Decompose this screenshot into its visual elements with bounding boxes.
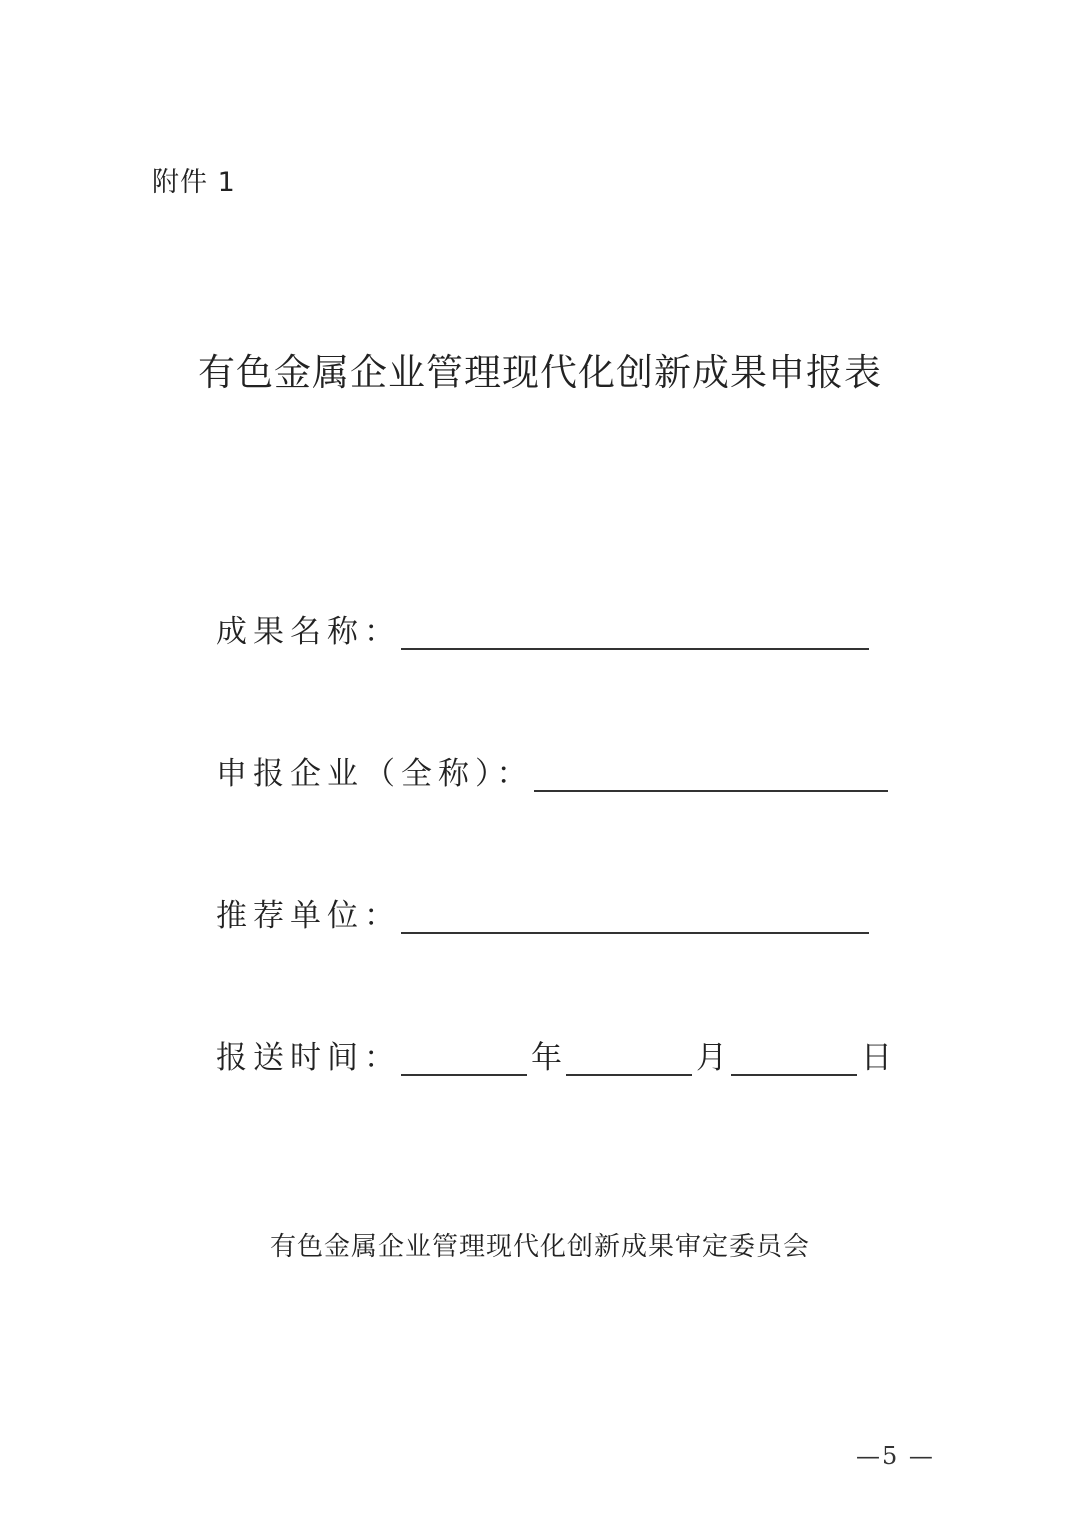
year-field[interactable] <box>401 1040 527 1076</box>
recommender-field[interactable] <box>401 898 869 934</box>
month-field[interactable] <box>566 1040 692 1076</box>
recommender-row <box>216 884 869 934</box>
achievement-name-label: 成果名称： <box>216 614 401 650</box>
form-title: 有色金属企业管理现代化创新成果申报表 <box>198 351 882 394</box>
year-unit: 年 <box>531 1040 562 1076</box>
submission-time-row <box>216 1026 896 1076</box>
applicant-field[interactable] <box>534 756 888 792</box>
submission-time-label: 报送时间： <box>216 1040 401 1076</box>
recommender-label: 推荐单位： <box>216 898 401 934</box>
day-unit: 日 <box>861 1040 892 1076</box>
day-field[interactable] <box>731 1040 857 1076</box>
attachment-label: 附件 1 <box>152 167 236 198</box>
applicant-row <box>216 742 888 792</box>
committee-name: 有色金属企业管理现代化创新成果审定委员会 <box>269 1232 810 1262</box>
month-unit: 月 <box>696 1040 727 1076</box>
achievement-name-row <box>216 600 869 650</box>
page-number: —5 — <box>856 1442 935 1470</box>
applicant-label: 申报企业（全称）： <box>216 756 534 792</box>
achievement-name-field[interactable] <box>401 614 869 650</box>
